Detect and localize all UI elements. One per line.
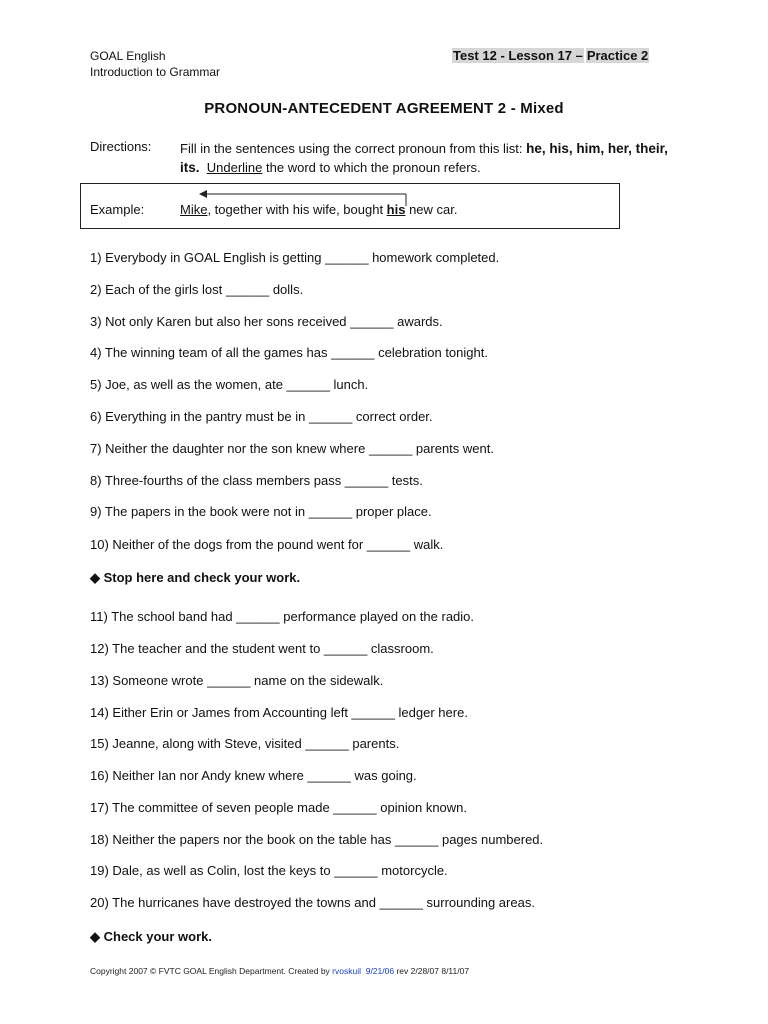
question-16: 16) Neither Ian nor Andy knew where ______ was going.: [90, 768, 417, 783]
stop-instruction: ◆ Stop here and check your work.: [90, 570, 301, 585]
example-antecedent: Mike: [180, 202, 208, 217]
example-sentence: [180, 202, 458, 217]
question-2: 2) Each of the girls lost ______ dolls.: [90, 282, 304, 297]
question-4: 4) The winning team of all the games has ______ celebration tonight.: [90, 345, 488, 360]
question-10: 10) Neither of the dogs from the pound went for ______ walk.: [90, 537, 444, 552]
question-9: 9) The papers in the book were not in ______ proper place.: [90, 504, 432, 519]
question-20: 20) The hurricanes have destroyed the towns and ______ surrounding areas.: [90, 895, 535, 910]
question-8: 8) Three-fourths of the class members pass ______ tests.: [90, 473, 423, 488]
question-15: 15) Jeanne, along with Steve, visited ______ parents.: [90, 736, 400, 751]
footer-author: rvoskuil: [332, 966, 361, 976]
question-3: 3) Not only Karen but also her sons received ______ awards.: [90, 314, 443, 329]
directions-label: Directions:: [90, 139, 152, 154]
footer-text: Copyright 2007 © FVTC GOAL English Department. Created by: [90, 966, 333, 976]
course-subtitle: Introduction to Grammar: [90, 65, 221, 79]
course-name: GOAL English: [90, 49, 166, 63]
question-6: 6) Everything in the pantry must be in ______ correct order.: [90, 409, 433, 424]
question-5: 5) Joe, as well as the women, ate ______ lunch.: [90, 377, 369, 392]
question-11: 11) The school band had ______ performance played on the radio.: [90, 609, 475, 624]
directions-text: [180, 139, 680, 177]
footer-date: 9/21/06: [365, 966, 395, 976]
check-instruction: ◆ Check your work.: [90, 929, 212, 944]
example-label: Example:: [90, 202, 145, 217]
footer-revision: rev 2/28/07 8/11/07: [394, 966, 470, 976]
practice-label: Practice 2: [586, 48, 649, 63]
question-1: 1) Everybody in GOAL English is getting ______ homework completed.: [90, 250, 500, 265]
page-title: PRONOUN-ANTECEDENT AGREEMENT 2 - Mixed: [204, 100, 564, 117]
directions-intro: Fill in the sentences using the correct pronoun from this list:: [180, 141, 527, 156]
example-pronoun: his: [386, 202, 406, 217]
question-19: 19) Dale, as well as Colin, lost the keys to ______ motorcycle.: [90, 863, 448, 878]
question-14: 14) Either Erin or James from Accounting left ______ ledger here.: [90, 705, 468, 720]
example-end: new car.: [405, 202, 458, 217]
question-13: 13) Someone wrote ______ name on the sidewalk.: [90, 673, 384, 688]
example-middle: , together with his wife, bought: [207, 202, 387, 217]
question-17: 17) The committee of seven people made ______ opinion known.: [90, 800, 468, 815]
test-lesson-label: Test 12 - Lesson 17 –: [453, 48, 583, 63]
underline-word: Underline: [206, 160, 263, 175]
header-right: [452, 48, 649, 63]
header-left: [90, 48, 220, 80]
question-12: 12) The teacher and the student went to ______ classroom.: [90, 641, 434, 656]
pronoun-list: he, his, him, her, their, its.: [180, 141, 668, 175]
question-7: 7) Neither the daughter nor the son knew where ______ parents went.: [90, 441, 494, 456]
directions-outro: the word to which the pronoun refers.: [262, 160, 481, 175]
footer-copyright: [90, 966, 469, 976]
question-18: 18) Neither the papers nor the book on the table has ______ pages numbered.: [90, 832, 544, 847]
